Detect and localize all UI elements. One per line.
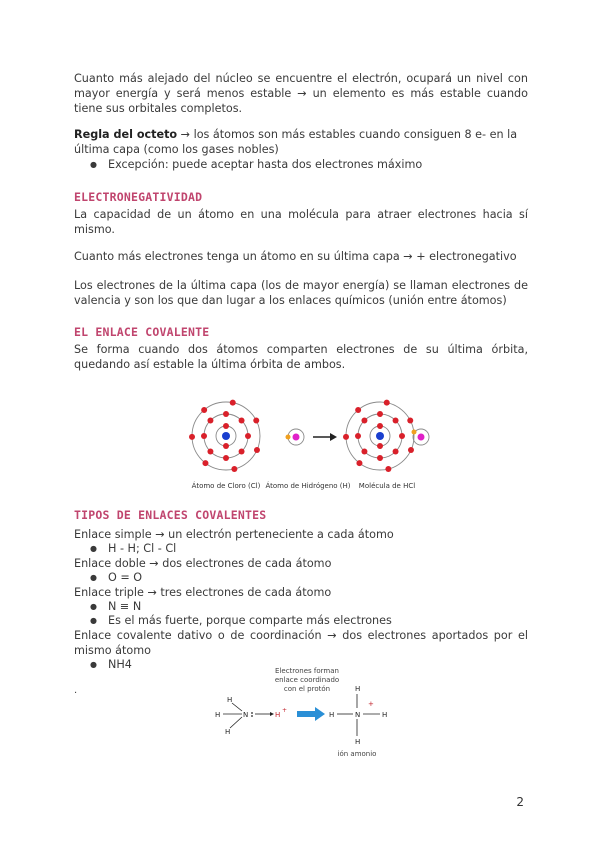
hydrogen-atom	[286, 429, 305, 445]
electron-dot	[253, 418, 259, 424]
nh3-n: N	[243, 711, 249, 719]
nh3-h-left: H	[215, 711, 221, 719]
electron-dot	[189, 434, 195, 440]
shared-electron	[412, 430, 417, 435]
nh4-h-top: H	[355, 685, 361, 693]
chlorine-atom	[189, 400, 260, 472]
reaction-arrow	[313, 433, 337, 441]
label-cloro: Átomo de Cloro (Cl)	[191, 482, 261, 490]
electron-dot	[245, 433, 251, 439]
triple-note	[92, 613, 392, 628]
electron-dot	[356, 460, 362, 466]
electron-dot	[223, 411, 229, 417]
proton-plus: +	[282, 707, 288, 714]
octet-text: → los átomos son más estables cuando consiguen 8 e- en la última capa (como los gases nobles)	[74, 128, 518, 156]
electron-dot	[223, 455, 229, 461]
electron-dot	[207, 417, 213, 423]
electron-dot	[377, 423, 383, 429]
electron-dot	[201, 433, 207, 439]
electroneg-p2: Cuanto más electrones tenga un átomo en su última capa → + electronegativo	[74, 250, 517, 263]
nh4-h-left: H	[329, 711, 335, 719]
electron-dot	[254, 447, 260, 453]
caption-line-2: enlace coordinado	[274, 676, 340, 684]
triple-example	[92, 599, 141, 614]
caption-ion-amonio: ión amonio	[337, 750, 377, 758]
electron-dot	[384, 400, 390, 406]
simple-example	[92, 541, 176, 556]
electron-dot	[201, 407, 207, 413]
electron-dot	[361, 449, 367, 455]
electron-dot	[343, 434, 349, 440]
intro-paragraph: Cuanto más alejado del núcleo se encuentre el electrón, ocupará un nivel con mayor energía y será menos estable → un elemento es más estable cuando tiene sus orbitales completos.	[74, 72, 528, 115]
electron-dot	[393, 417, 399, 423]
electron-dot	[355, 433, 361, 439]
doble-example-text: O = O	[108, 571, 143, 584]
nh4-n: N	[355, 711, 361, 719]
proton-h: H	[275, 711, 281, 719]
heading-enlace-covalente: EL ENLACE COVALENTE	[74, 325, 210, 339]
covalente-p1: Se forma cuando dos átomos comparten electrones de su última órbita, quedando así estable la última órbita de ambos.	[74, 343, 528, 371]
electron-dot	[407, 418, 413, 424]
electron-dot	[286, 435, 291, 440]
electroneg-p3: Los electrones de la última capa (los de mayor energía) se llaman electrones de valencia y son los que dan lugar a los enlaces químicos (unión entre átomos)	[74, 279, 528, 307]
electron-dot	[231, 466, 237, 472]
electron-dot	[223, 443, 229, 449]
enlace-triple: Enlace triple → tres electrones de cada átomo	[74, 586, 332, 599]
nucleus	[418, 434, 425, 441]
electroneg-p1: La capacidad de un átomo en una molécula para atraer electrones hacia sí mismo.	[74, 208, 528, 236]
octet-term: Regla del octeto	[74, 128, 178, 141]
nucleus	[222, 432, 230, 440]
electron-dot	[239, 449, 245, 455]
enlace-doble: Enlace doble → dos electrones de cada átomo	[74, 557, 332, 570]
electron-dot	[223, 423, 229, 429]
electron-dot	[393, 449, 399, 455]
electron-dot	[239, 417, 245, 423]
enlace-simple: Enlace simple → un electrón perteneciente a cada átomo	[74, 528, 394, 541]
octet-bullet-text: Excepción: puede aceptar hasta dos electrones máximo	[108, 158, 423, 171]
triple-note-text: Es el más fuerte, porque comparte más electrones	[108, 614, 392, 627]
electron-dot	[202, 460, 208, 466]
caption-line-3: con el protón	[283, 685, 331, 693]
electron-dot	[377, 443, 383, 449]
dativo-example-text: NH4	[108, 658, 132, 671]
octet-paragraph	[74, 127, 528, 157]
hcl-molecule	[343, 400, 429, 472]
doble-example	[92, 570, 142, 585]
dativo-example	[92, 657, 132, 672]
electron-dot	[377, 455, 383, 461]
electron-dot	[377, 411, 383, 417]
electron-dot	[355, 407, 361, 413]
electron-dot	[361, 417, 367, 423]
nh3-h-top: H	[227, 696, 233, 704]
triple-example-text: N ≡ N	[108, 600, 142, 613]
ammonium-diagram	[205, 662, 405, 762]
octet-bullet	[92, 157, 422, 172]
electron-dot	[207, 449, 213, 455]
caption-line-1: Electrones forman	[275, 667, 339, 675]
hcl-diagram	[180, 392, 440, 492]
label-molecula: Molécula de HCl	[358, 482, 416, 490]
electron-dot	[399, 433, 405, 439]
nh4-h-bottom: H	[355, 738, 361, 746]
electron-dot	[230, 400, 236, 406]
heading-electronegatividad: ELECTRONEGATIVIDAD	[74, 190, 203, 204]
nh3-h-bottom: H	[225, 728, 231, 736]
nucleus	[293, 434, 300, 441]
nucleus	[376, 432, 384, 440]
electron-dot	[408, 447, 414, 453]
nh4-h-right: H	[382, 711, 388, 719]
page-number: 2	[516, 795, 524, 809]
electron-dot	[385, 466, 391, 472]
nh4-plus: +	[368, 700, 374, 708]
stray-dot: .	[74, 685, 78, 696]
enlace-dativo: Enlace covalente dativo o de coordinación → dos electrones aportados por el mismo átomo	[74, 629, 528, 657]
heading-tipos: TIPOS DE ENLACES COVALENTES	[74, 508, 267, 522]
simple-example-text: H - H; Cl - Cl	[108, 542, 177, 555]
label-hidrogeno: Átomo de Hidrógeno (H)	[265, 482, 351, 490]
